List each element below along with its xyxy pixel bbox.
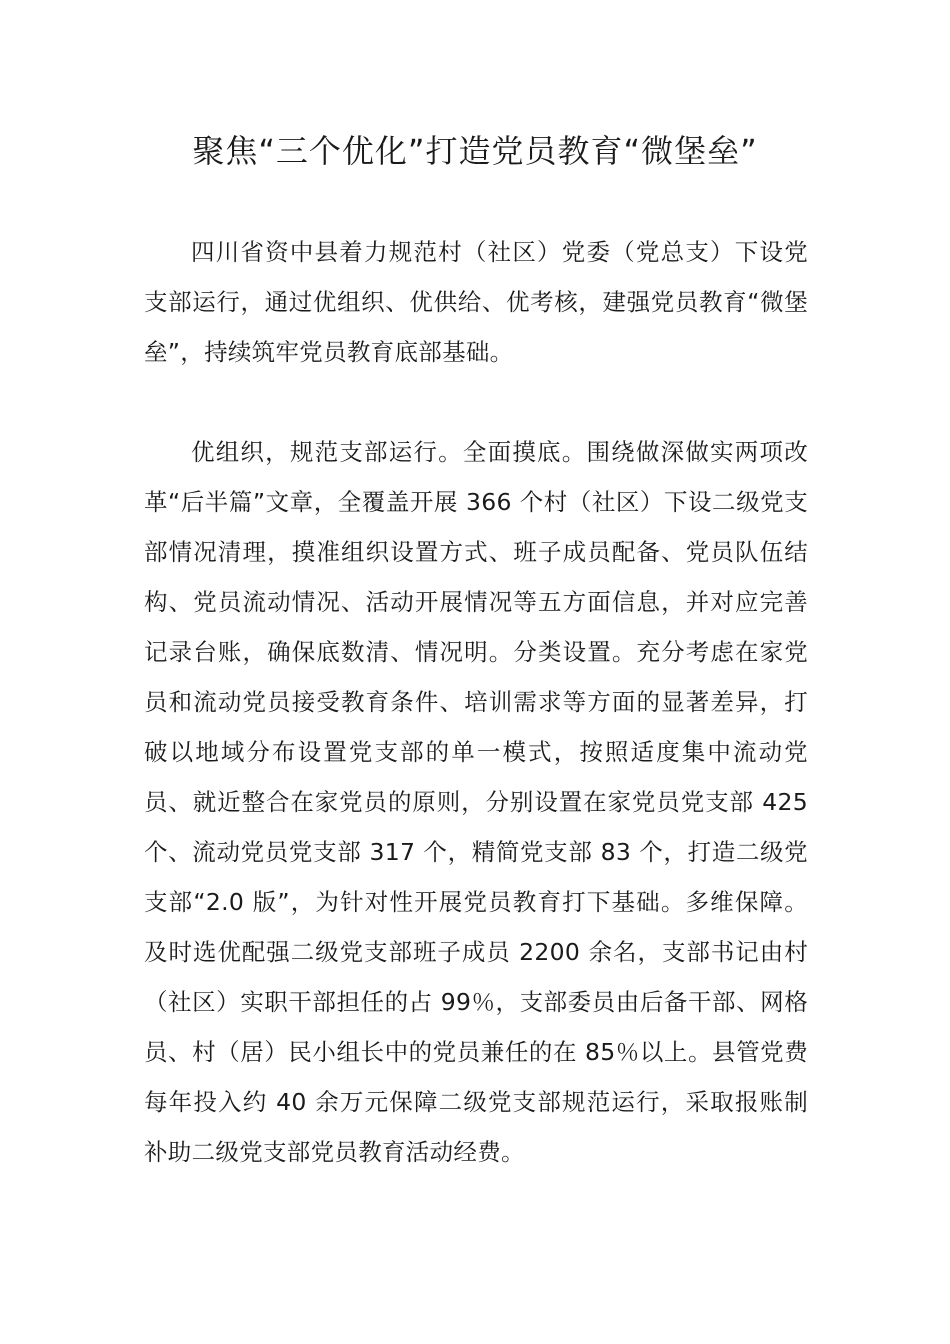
paragraph-optimize-organization: 优组织，规范支部运行。全面摸底。围绕做深做实两项改革“后半篇”文章，全覆盖开展 366 个村（社区）下设二级党支部情况清理，摸准组织设置方式、班子成员配备、党员队伍结构、党员流动情况、活动开展情况等五方面信息，并对应完善记录台账，确保底数清、情况明。分类设置。充分考虑在家党员和流动党员接受教育条件、培训需求等方面的显著差异，打破以地域分布设置党支部的单一模式，按照适度集中流动党员、就近整合在家党员的原则，分别设置在家党员党支部 425 个、流动党员党支部 317 个，精简党支部 83 个，打造二级党支部“2.0 版”，为针对性开展党员教育打下基础。多维保障。及时选优配强二级党支部班子成员 2200 余名，支部书记由村（社区）实职干部担任的占 99％，支部委员由后备干部、网格员、村（居）民小组长中的党员兼任的在 85％以上。县管党费每年投入约 40 余万元保障二级党支部规范运行，采取报账制补助二级党支部党员教育活动经费。 bbox=[144, 438, 808, 1166]
document-title: 聚焦“三个优化”打造党员教育“微堡垒” bbox=[192, 132, 758, 170]
paragraph-intro: 四川省资中县着力规范村（社区）党委（党总支）下设党支部运行，通过优组织、优供给、优考核，建强党员教育“微堡垒”，持续筑牢党员教育底部基础。 bbox=[144, 238, 808, 366]
